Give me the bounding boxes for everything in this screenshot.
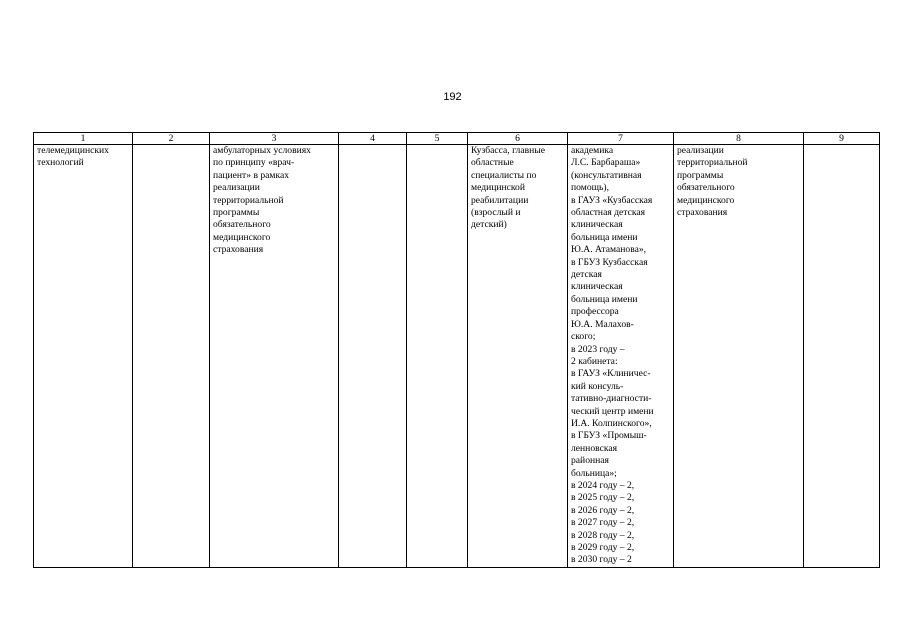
table-cell-col4 [339,145,407,568]
cell-text-line: в ГБУЗ Кузбасская [571,256,648,268]
cell-text-line: клиническая [571,281,623,293]
cell-text-line: реабилитации [471,194,529,206]
cell-text-line: специалисты по [471,169,537,181]
cell-text-line: областная детская [571,207,646,219]
cell-text-line: в 2023 году – [571,343,625,355]
cell-text-line: (консультативная [571,169,642,181]
column-header: 5 [407,133,468,145]
cell-text-line: пациент» в рамках [213,169,290,181]
cell-text-line: реализации [677,145,724,156]
cell-text-line: в 2027 году – 2, [571,517,635,529]
table-row [34,145,880,568]
table-cell-col3 [210,145,339,568]
cell-text-line: кий консуль- [571,380,624,392]
cell-text-line: клиническая [571,219,623,231]
cell-text-line: (взрослый и [471,207,521,219]
cell-text-line: амбулаторных условиях [213,145,311,156]
cell-text-line: 2 кабинета: [571,355,618,367]
column-header: 3 [210,133,339,145]
cell-text-line: И.А. Колпинского», [571,417,652,429]
page-number: 192 [443,91,462,103]
cell-text-line: программы [677,169,724,181]
cell-text-line: по принципу «врач- [213,157,295,169]
cell-text-line: ческий центр имени [571,405,654,417]
column-header: 8 [674,133,804,145]
cell-text-line: больница»; [571,467,617,479]
cell-text-line: ленновская [571,442,618,454]
column-header: 2 [133,133,210,145]
cell-text-line: в 2028 году – 2, [571,529,635,541]
cell-text-line: реализации [213,182,260,194]
cell-text-line: детская [571,269,602,281]
cell-text-line: больница имени [571,293,638,305]
cell-text-line: Ю.А. Атаманова», [571,244,647,256]
cell-text-line: областные [471,157,514,169]
table-cell-col8 [674,145,804,568]
cell-text-line: программы [213,207,260,219]
cell-text-line: тативно-диагности- [571,393,652,405]
document-table [33,132,880,568]
cell-text-line: профессора [571,306,619,318]
column-number-row [34,133,880,145]
table-cell-col5 [407,145,468,568]
cell-text-line: Л.С. Барбараша» [571,157,641,169]
cell-text-line: в 2029 году – 2, [571,542,635,553]
cell-text-line: страхования [677,207,728,219]
cell-text-line: телемедицинских [37,145,109,156]
cell-text-line: в 2025 году – 2, [571,492,635,504]
cell-text-line: Кузбасса, главные [471,145,545,156]
table-cell-col6 [468,145,568,568]
cell-text-line: помощь), [571,182,609,194]
table-cell-col1 [34,145,133,568]
cell-text-line: технологий [37,157,84,169]
cell-text-line: территориальной [677,157,748,169]
cell-text-line: медицинского [213,231,271,243]
cell-text-line: в 2024 году – 2, [571,479,635,491]
cell-text-line: в ГАУЗ «Клиничес- [571,368,651,380]
cell-text-line: детский) [471,219,507,231]
cell-text-line: страхования [213,244,264,256]
table-cell-col7 [568,145,674,568]
column-header: 1 [34,133,133,145]
cell-text-line: в 2026 году – 2, [571,504,635,516]
cell-text-line: в 2030 году – 2 [571,554,632,566]
cell-text-line: в ГАУЗ «Кузбасская [571,194,653,206]
table-cell-col9 [804,145,880,568]
cell-text-line: академика [571,145,614,156]
cell-text-line: обязательного [213,219,271,231]
cell-text-line: медицинского [677,194,735,206]
column-header: 7 [568,133,674,145]
cell-text-line: территориальной [213,194,284,206]
cell-text-line: медицинской [471,182,525,194]
cell-text-line: районная [571,455,609,467]
column-header: 4 [339,133,407,145]
cell-text-line: обязательного [677,182,735,194]
table-cell-col2 [133,145,210,568]
cell-text-line: больница имени [571,231,638,243]
column-header: 6 [468,133,568,145]
cell-text-line: в ГБУЗ «Промыш- [571,430,647,442]
cell-text-line: Ю.А. Малахов- [571,318,634,330]
cell-text-line: ского; [571,331,596,343]
column-header: 9 [804,133,880,145]
